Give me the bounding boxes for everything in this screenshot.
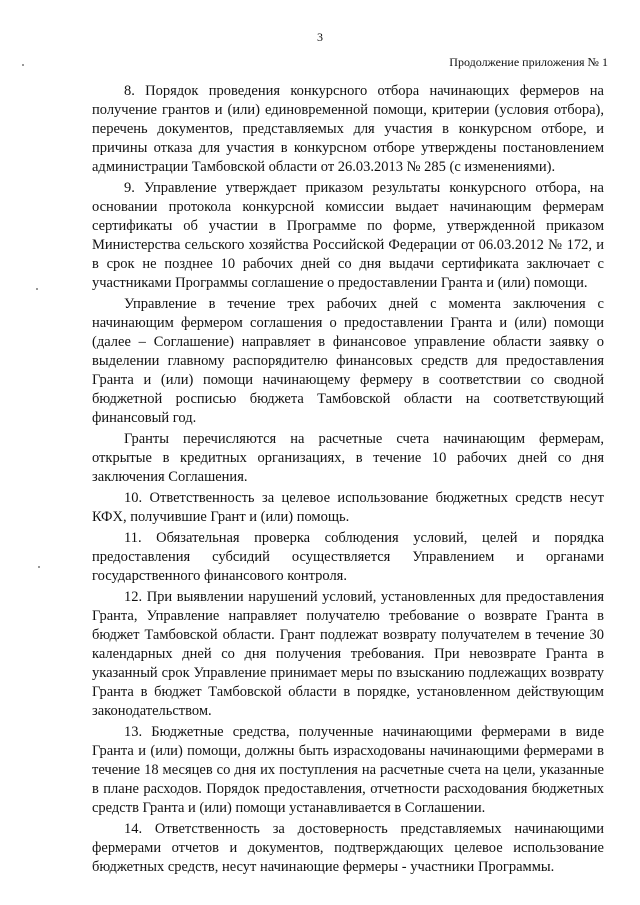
paragraph-12: 12. При выявлении нарушений условий, установленных для предоставления Гранта, Управление направляет получателю требование о возврате Гранта в бюджет Тамбовской области. Грант подлежат возврату получателем в течение 30 календарных дней со дня получения требования. При невозврате Гранта в указанный срок Управление принимает меры по взысканию подлежащих возврату Гранта в бюджет Тамбовской области в порядке, установленном действующим законодательством. — [92, 589, 604, 719]
paragraph-10: 10. Ответственность за целевое использование бюджетных средств несут КФХ, получившие Грант и (или) помощь. — [92, 490, 604, 525]
paragraph-9-grants-transfer: Гранты перечисляются на расчетные счета начинающим фермерам, открытые в кредитных организациях, в течение 10 рабочих дней со дня заключения Соглашения. — [92, 431, 604, 485]
scan-mark — [22, 64, 24, 66]
paragraph-9-management: Управление в течение трех рабочих дней с момента заключения с начинающим фермером соглашения о предоставлении Гранта и (или) помощи (далее – Соглашение) направляет в финансовое управление области заявку о выделении главному распорядителю финансовых средств для предоставления Гранта и (или) помощи начинающему фермеру в соответствии со сводной бюджетной росписью бюджета Тамбовской области на соответствующий финансовый год. — [92, 296, 604, 426]
paragraph-13: 13. Бюджетные средства, полученные начинающими фермерами в виде Гранта и (или) помощи, должны быть израсходованы начинающими фермерами в течение 18 месяцев со дня их поступления на расчетные счета на цели, указанные в плане расходов. Порядок предоставления, отчетности расходования бюджетных средств Гранта и (или) помощи устанавливается в Соглашении. — [92, 724, 604, 816]
document-body — [92, 82, 604, 877]
scan-mark — [38, 566, 40, 568]
paragraph-14: 14. Ответственность за достоверность представляемых начинающими фермерами отчетов и документов, подтверждающих целевое использование бюджетных средств, несут начинающие фермеры - участники Программы. — [92, 821, 604, 875]
paragraph-9: 9. Управление утверждает приказом результаты конкурсного отбора, на основании протокола конкурсной комиссии выдает начинающим фермерам сертификаты об участии в Программе по форме, утвержденной приказом Министерства сельского хозяйства Российской Федерации от 06.03.2012 № 172, и в срок не позднее 10 рабочих дней со дня выдачи сертификата заключает с участниками Программы соглашение о предоставлении Гранта и (или) помощи. — [92, 180, 604, 291]
paragraph-11: 11. Обязательная проверка соблюдения условий, целей и порядка предоставления субсидий осуществляется Управлением и органами государственного финансового контроля. — [92, 530, 604, 584]
paragraph-8: 8. Порядок проведения конкурсного отбора начинающих фермеров на получение грантов и (или) единовременной помощи, критерии (условия отбора), перечень документов, представляемых для участия в конкурсном отборе, и причины отказа для участия в конкурсном отборе утверждены постановлением администрации Тамбовской области от 26.03.2013 № 285 (с изменениями). — [92, 83, 604, 175]
page-number: 3 — [317, 30, 323, 44]
appendix-continuation-note: Продолжение приложения № 1 — [449, 55, 608, 69]
scan-mark — [36, 288, 38, 290]
